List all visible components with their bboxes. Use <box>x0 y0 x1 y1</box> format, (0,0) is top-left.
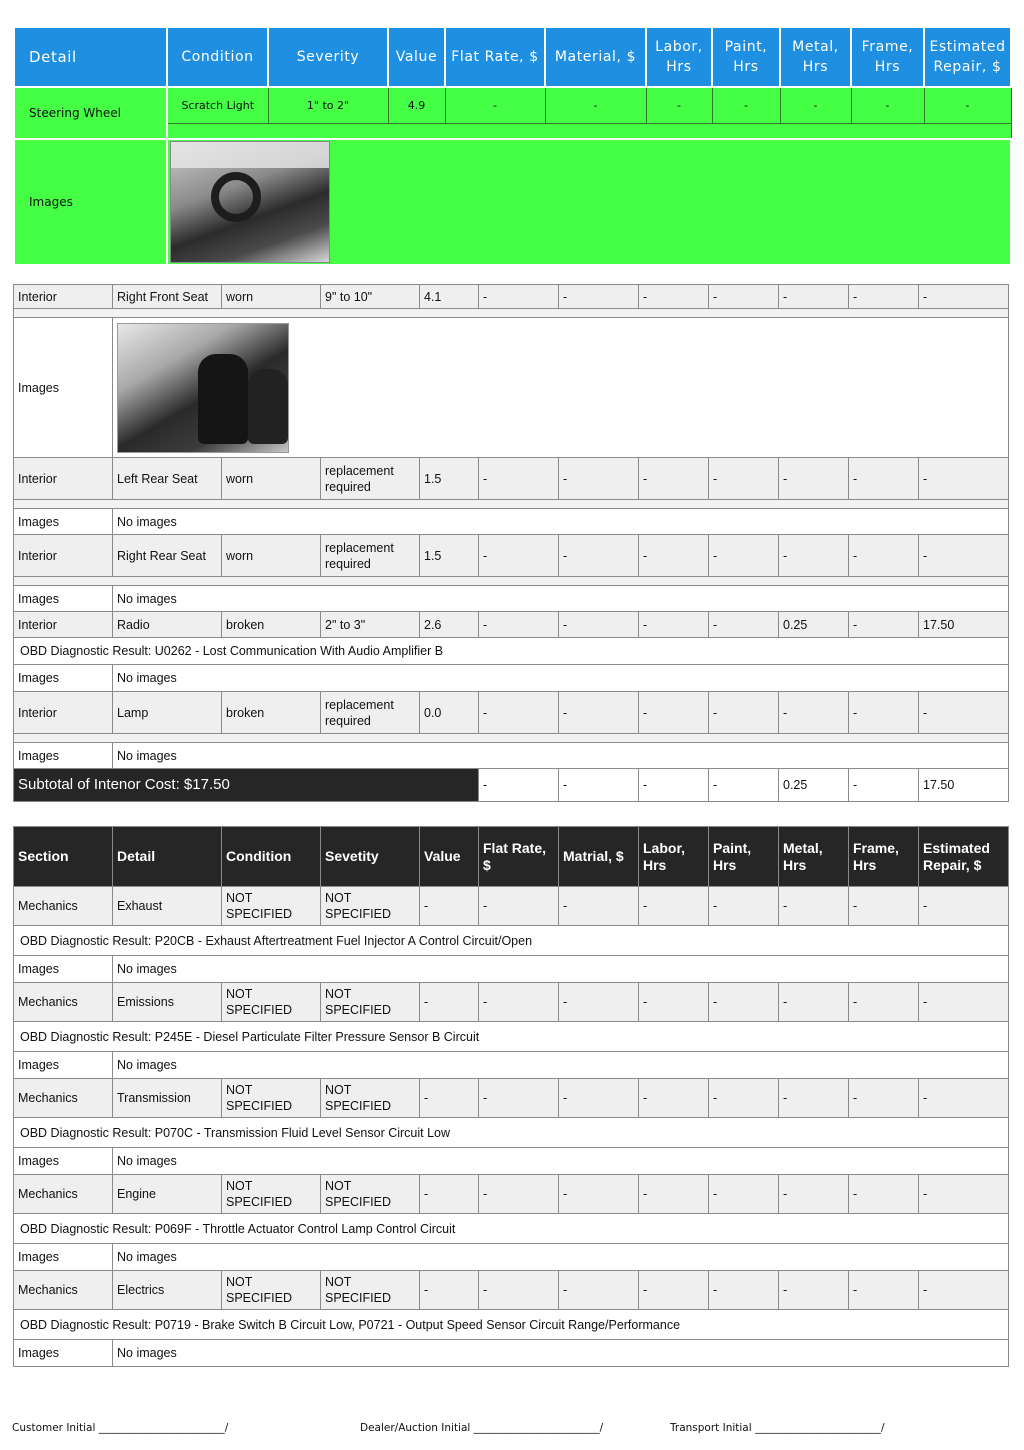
value-cell: - <box>420 1271 479 1310</box>
subtotal-metal: 0.25 <box>779 769 849 802</box>
value-cell: 1.5 <box>420 535 479 577</box>
severity-cell: NOT SPECIFIED <box>321 1175 420 1214</box>
value-cell: - <box>420 1079 479 1118</box>
paint-cell: - <box>709 1079 779 1118</box>
severity-cell: NOT SPECIFIED <box>321 887 420 926</box>
severity-cell: NOT SPECIFIED <box>321 1271 420 1310</box>
spacer-row <box>14 577 1009 586</box>
images-row <box>14 665 1009 692</box>
header-metal: Metal, Hrs <box>779 827 849 887</box>
metal-cell: 0.25 <box>779 612 849 638</box>
spacer-cell <box>14 577 1009 586</box>
images-text: No images <box>113 509 1009 535</box>
estimated-cell: - <box>919 692 1009 734</box>
obd-row <box>14 1022 1009 1052</box>
mechanics-row <box>14 887 1009 926</box>
images-label: Images <box>14 665 113 692</box>
value-cell: - <box>420 887 479 926</box>
condition-cell: worn <box>222 285 321 309</box>
material-cell: - <box>559 612 639 638</box>
labor-cell: - <box>639 285 709 309</box>
images-row <box>14 586 1009 612</box>
labor-cell: - <box>639 1175 709 1214</box>
material-cell: - <box>545 87 646 123</box>
severity-cell: 2" to 3" <box>321 612 420 638</box>
metal-cell: - <box>779 1271 849 1310</box>
header-labor: Labor, Hrs <box>639 827 709 887</box>
estimated-cell: - <box>919 1079 1009 1118</box>
metal-cell: - <box>779 983 849 1022</box>
mechanics-row <box>14 1175 1009 1214</box>
header-estimated: Estimated Repair, $ <box>924 27 1011 87</box>
header-severity: Severity <box>268 27 388 87</box>
mechanics-table <box>13 826 1009 1367</box>
estimated-cell: - <box>919 458 1009 500</box>
flat-rate-cell: - <box>479 535 559 577</box>
dealer-auction-initial[interactable]: Dealer/Auction Initial ________________________/ <box>360 1422 604 1434</box>
obd-row <box>14 1118 1009 1148</box>
flat-rate-cell: - <box>479 1079 559 1118</box>
material-cell: - <box>559 285 639 309</box>
images-label: Images <box>14 1148 113 1175</box>
header-frame: Frame, Hrs <box>851 27 924 87</box>
flat-rate-cell: - <box>479 612 559 638</box>
images-text: No images <box>113 1148 1009 1175</box>
frame-cell: - <box>849 1175 919 1214</box>
customer-initial[interactable]: Customer Initial ________________________/ <box>12 1422 229 1434</box>
labor-cell: - <box>646 87 712 123</box>
images-row <box>14 956 1009 983</box>
header-frame: Frame, Hrs <box>849 827 919 887</box>
labor-cell: - <box>639 1271 709 1310</box>
interior-row <box>14 535 1009 577</box>
metal-cell: - <box>779 285 849 309</box>
detail-cell: Left Rear Seat <box>113 458 222 500</box>
frame-cell: - <box>849 535 919 577</box>
condition-cell: broken <box>222 612 321 638</box>
paint-cell: - <box>709 887 779 926</box>
labor-cell: - <box>639 692 709 734</box>
metal-cell: - <box>779 692 849 734</box>
header-material: Matrial, $ <box>559 827 639 887</box>
right-front-seat-photo[interactable] <box>117 323 289 453</box>
condition-cell: Scratch Light <box>167 87 268 123</box>
header-section: Section <box>14 827 113 887</box>
header-value: Value <box>388 27 445 87</box>
obd-result: OBD Diagnostic Result: P069F - Throttle Actuator Control Lamp Control Circuit <box>14 1214 1009 1244</box>
flat-rate-cell: - <box>479 887 559 926</box>
severity-cell: 1" to 2" <box>268 87 388 123</box>
detail-cell: Exhaust <box>113 887 222 926</box>
header-flat-rate: Flat Rate, $ <box>445 27 545 87</box>
interior-row <box>14 285 1009 309</box>
frame-cell: - <box>849 458 919 500</box>
estimated-cell: - <box>924 87 1011 123</box>
detail-cell: Emissions <box>113 983 222 1022</box>
paint-cell: - <box>709 1175 779 1214</box>
value-cell: 1.5 <box>420 458 479 500</box>
flat-rate-cell: - <box>479 983 559 1022</box>
section-cell: Mechanics <box>14 1079 113 1118</box>
frame-cell: - <box>849 612 919 638</box>
frame-cell: - <box>849 1079 919 1118</box>
metal-cell: - <box>779 458 849 500</box>
material-cell: - <box>559 692 639 734</box>
header-paint: Paint, Hrs <box>712 27 780 87</box>
images-label: Images <box>14 1052 113 1079</box>
transport-initial[interactable]: Transport Initial ________________________/ <box>670 1422 885 1434</box>
material-cell: - <box>559 535 639 577</box>
header-flat-rate: Flat Rate, $ <box>479 827 559 887</box>
labor-cell: - <box>639 1079 709 1118</box>
detail-cell: Right Front Seat <box>113 285 222 309</box>
labor-cell: - <box>639 983 709 1022</box>
detail-cell: Right Rear Seat <box>113 535 222 577</box>
header-condition: Condition <box>222 827 321 887</box>
obd-result: OBD Diagnostic Result: P070C - Transmission Fluid Level Sensor Circuit Low <box>14 1118 1009 1148</box>
condition-cell: broken <box>222 692 321 734</box>
value-cell: 0.0 <box>420 692 479 734</box>
header-detail: Detail <box>14 27 167 87</box>
spacer-row <box>14 734 1009 743</box>
estimated-cell: - <box>919 285 1009 309</box>
section-cell: Interior <box>14 692 113 734</box>
images-row <box>14 1340 1009 1367</box>
value-cell: 2.6 <box>420 612 479 638</box>
footer-initials <box>12 1420 1012 1440</box>
images-text: No images <box>113 586 1009 612</box>
flat-rate-cell: - <box>479 285 559 309</box>
paint-cell: - <box>709 285 779 309</box>
flat-rate-cell: - <box>479 692 559 734</box>
steering-wheel-table <box>13 26 1012 266</box>
paint-cell: - <box>709 692 779 734</box>
images-text: No images <box>113 1340 1009 1367</box>
material-cell: - <box>559 1079 639 1118</box>
estimated-cell: 17.50 <box>919 612 1009 638</box>
flat-rate-cell: - <box>479 1271 559 1310</box>
subtotal-row <box>14 769 1009 802</box>
mechanics-header <box>14 827 1009 887</box>
severity-cell: 9" to 10" <box>321 285 420 309</box>
condition-cell: NOT SPECIFIED <box>222 1079 321 1118</box>
header-estimated: Estimated Repair, $ <box>919 827 1009 887</box>
images-label: Images <box>14 743 113 769</box>
spacer-row <box>14 309 1009 318</box>
images-text: No images <box>113 956 1009 983</box>
flat-rate-cell: - <box>445 87 545 123</box>
metal-cell: - <box>779 1079 849 1118</box>
detail-cell: Steering Wheel <box>14 87 167 139</box>
metal-cell: - <box>780 87 851 123</box>
images-label: Images <box>14 509 113 535</box>
material-cell: - <box>559 1175 639 1214</box>
condition-cell: NOT SPECIFIED <box>222 1175 321 1214</box>
images-text: No images <box>113 1052 1009 1079</box>
severity-cell: replacement required <box>321 458 420 500</box>
paint-cell: - <box>709 612 779 638</box>
header-condition: Condition <box>167 27 268 87</box>
obd-result: OBD Diagnostic Result: P20CB - Exhaust Aftertreatment Fuel Injector A Control Circuit/Open <box>14 926 1009 956</box>
paint-cell: - <box>709 1271 779 1310</box>
subtotal-labor: - <box>639 769 709 802</box>
labor-cell: - <box>639 887 709 926</box>
labor-cell: - <box>639 458 709 500</box>
flat-rate-cell: - <box>479 458 559 500</box>
labor-cell: - <box>639 535 709 577</box>
obd-row <box>14 1214 1009 1244</box>
frame-cell: - <box>849 1271 919 1310</box>
severity-cell: replacement required <box>321 535 420 577</box>
images-row <box>14 743 1009 769</box>
steering-wheel-row <box>14 87 1011 123</box>
interior-row <box>14 458 1009 500</box>
subtotal-material: - <box>559 769 639 802</box>
flat-rate-cell: - <box>479 1175 559 1214</box>
subtotal-frame: - <box>849 769 919 802</box>
images-row <box>14 1052 1009 1079</box>
value-cell: - <box>420 983 479 1022</box>
frame-cell: - <box>849 692 919 734</box>
labor-cell: - <box>639 612 709 638</box>
header-labor: Labor, Hrs <box>646 27 712 87</box>
spacer-cell <box>14 500 1009 509</box>
condition-cell: NOT SPECIFIED <box>222 1271 321 1310</box>
section-cell: Interior <box>14 612 113 638</box>
estimated-cell: - <box>919 1271 1009 1310</box>
material-cell: - <box>559 1271 639 1310</box>
paint-cell: - <box>709 535 779 577</box>
section-cell: Mechanics <box>14 887 113 926</box>
obd-result: OBD Diagnostic Result: P245E - Diesel Particulate Filter Pressure Sensor B Circuit <box>14 1022 1009 1052</box>
header-metal: Metal, Hrs <box>780 27 851 87</box>
images-cell <box>167 139 1011 265</box>
images-row <box>14 509 1009 535</box>
section-cell: Interior <box>14 535 113 577</box>
interior-table <box>13 284 1009 802</box>
section-cell: Interior <box>14 285 113 309</box>
section-cell: Mechanics <box>14 1175 113 1214</box>
obd-result: OBD Diagnostic Result: P0719 - Brake Switch B Circuit Low, P0721 - Output Speed Sensor Circuit Range/Performance <box>14 1310 1009 1340</box>
subtotal-paint: - <box>709 769 779 802</box>
images-label: Images <box>14 586 113 612</box>
images-label: Images <box>14 318 113 458</box>
subtotal-label: Subtotal of Intenor Cost: $17.50 <box>14 769 479 802</box>
spacer-cell <box>14 309 1009 318</box>
detail-cell: Engine <box>113 1175 222 1214</box>
metal-cell: - <box>779 887 849 926</box>
header-material: Material, $ <box>545 27 646 87</box>
obd-row <box>14 1310 1009 1340</box>
obd-row <box>14 926 1009 956</box>
condition-cell: worn <box>222 535 321 577</box>
condition-cell: NOT SPECIFIED <box>222 887 321 926</box>
estimated-cell: - <box>919 1175 1009 1214</box>
mechanics-row <box>14 1079 1009 1118</box>
estimated-cell: - <box>919 535 1009 577</box>
images-text: No images <box>113 1244 1009 1271</box>
material-cell: - <box>559 887 639 926</box>
detail-cell: Lamp <box>113 692 222 734</box>
value-cell: - <box>420 1175 479 1214</box>
frame-cell: - <box>851 87 924 123</box>
images-cell <box>113 318 1009 458</box>
header-severity: Sevetity <box>321 827 420 887</box>
value-cell: 4.9 <box>388 87 445 123</box>
metal-cell: - <box>779 535 849 577</box>
paint-cell: - <box>709 983 779 1022</box>
condition-cell: worn <box>222 458 321 500</box>
spacer-cell <box>14 734 1009 743</box>
frame-cell: - <box>849 983 919 1022</box>
section-cell: Mechanics <box>14 1271 113 1310</box>
images-label: Images <box>14 1340 113 1367</box>
estimated-cell: - <box>919 983 1009 1022</box>
frame-cell: - <box>849 887 919 926</box>
header-detail: Detail <box>113 827 222 887</box>
header-paint: Paint, Hrs <box>709 827 779 887</box>
mechanics-row <box>14 1271 1009 1310</box>
metal-cell: - <box>779 1175 849 1214</box>
severity-cell: replacement required <box>321 692 420 734</box>
condition-cell: NOT SPECIFIED <box>222 983 321 1022</box>
interior-row <box>14 612 1009 638</box>
images-label: Images <box>14 1244 113 1271</box>
value-cell: 4.1 <box>420 285 479 309</box>
subtotal-estimated: 17.50 <box>919 769 1009 802</box>
top-table-header <box>14 27 1011 87</box>
detail-cell: Electrics <box>113 1271 222 1310</box>
material-cell: - <box>559 458 639 500</box>
severity-cell: NOT SPECIFIED <box>321 1079 420 1118</box>
images-label: Images <box>14 139 167 265</box>
images-label: Images <box>14 956 113 983</box>
images-row <box>14 1148 1009 1175</box>
section-cell: Interior <box>14 458 113 500</box>
section-cell: Mechanics <box>14 983 113 1022</box>
images-row <box>14 139 1011 265</box>
steering-wheel-photo[interactable] <box>170 141 330 263</box>
estimated-cell: - <box>919 887 1009 926</box>
spacer-row <box>14 500 1009 509</box>
images-text: No images <box>113 743 1009 769</box>
mechanics-row <box>14 983 1009 1022</box>
subtotal-flat-rate: - <box>479 769 559 802</box>
obd-row <box>14 638 1009 665</box>
severity-cell: NOT SPECIFIED <box>321 983 420 1022</box>
images-row <box>14 318 1009 458</box>
interior-row <box>14 692 1009 734</box>
paint-cell: - <box>712 87 780 123</box>
spacer-cell <box>167 123 1011 139</box>
paint-cell: - <box>709 458 779 500</box>
images-row <box>14 1244 1009 1271</box>
obd-result: OBD Diagnostic Result: U0262 - Lost Communication With Audio Amplifier B <box>14 638 1009 665</box>
header-value: Value <box>420 827 479 887</box>
images-text: No images <box>113 665 1009 692</box>
frame-cell: - <box>849 285 919 309</box>
material-cell: - <box>559 983 639 1022</box>
detail-cell: Transmission <box>113 1079 222 1118</box>
mechanics-body <box>14 887 1009 1367</box>
detail-cell: Radio <box>113 612 222 638</box>
